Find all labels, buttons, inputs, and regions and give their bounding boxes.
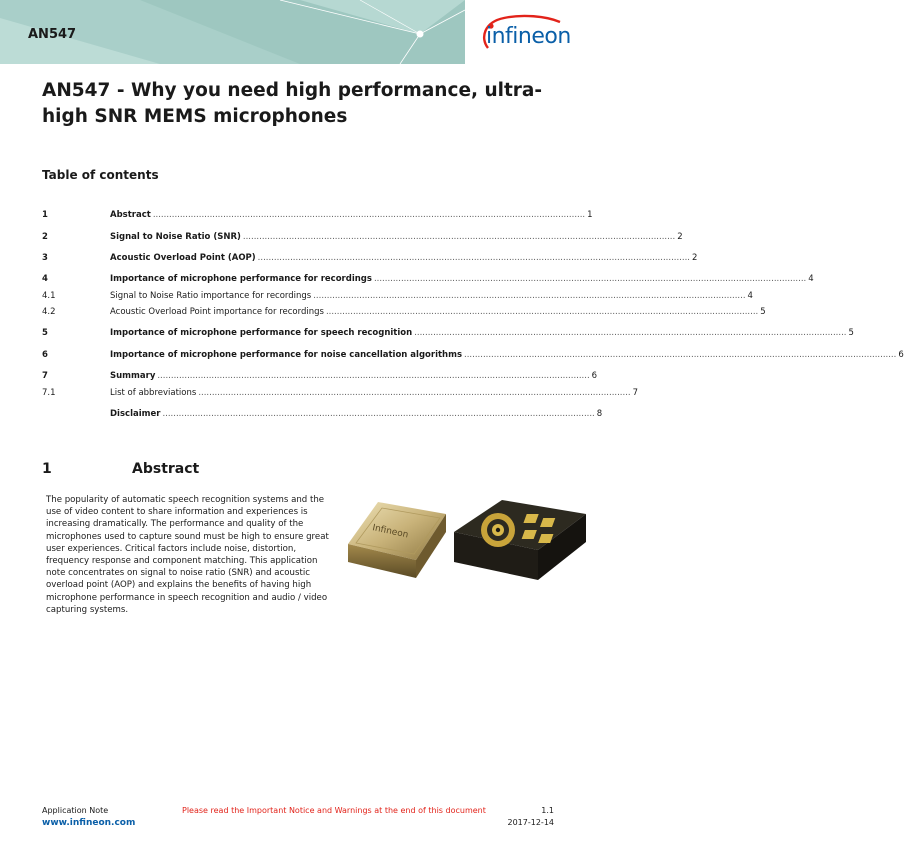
page-title: AN547 - Why you need high performance, ultra-high SNR MEMS microphones [42, 80, 543, 127]
toc-entry-label: Abstract [110, 210, 151, 220]
toc-entry-page: 5 [760, 307, 766, 317]
toc-entry-page: 7 [632, 388, 639, 398]
toc-entry-number: 4 [42, 274, 48, 284]
toc-entry[interactable] [42, 289, 753, 303]
toc-entry-label: Signal to Noise Ratio importance for recordings [110, 291, 312, 301]
toc-entry-label: Acoustic Overload Point importance for recordings [110, 307, 324, 317]
toc-leader-dots: ................................................................................................................................................................ [373, 274, 807, 284]
toc-leader-dots: ................................................................................................................................................................ [414, 328, 847, 338]
toc-entry-number: 1 [42, 210, 48, 220]
toc-entry-page: 2 [691, 253, 698, 263]
toc-entry-number: 3 [42, 253, 48, 263]
footer-version: 1.1 [541, 806, 554, 815]
footer-date: 2017-12-14 [507, 818, 554, 827]
toc-leader-dots: ................................................................................................................................................................ [464, 350, 897, 360]
header-band [0, 0, 465, 64]
toc-entry-page: 1 [587, 210, 593, 220]
toc-leader-dots: ................................................................................................................................................................ [313, 291, 746, 301]
toc-entry[interactable] [42, 407, 603, 421]
toc-entry-label: Signal to Noise Ratio (SNR) [110, 232, 241, 242]
toc-leader-dots: ................................................................................................................................................................ [242, 232, 676, 242]
toc-entry[interactable] [42, 272, 814, 286]
toc-entry-number: 6 [42, 350, 48, 360]
toc-leader-dots: ................................................................................................................................................................ [198, 388, 631, 398]
toc-leader-dots: ................................................................................................................................................................ [257, 253, 690, 263]
toc-entry-page: 4 [808, 274, 814, 284]
toc-entry[interactable] [42, 305, 766, 319]
toc-entry[interactable] [42, 348, 904, 362]
toc-entry-number: 4.1 [42, 291, 56, 301]
footer-notice: Please read the Important Notice and Warnings at the end of this document [182, 806, 486, 815]
footer-doc-type: Application Note [42, 806, 109, 815]
toc-entry-page: 6 [898, 350, 904, 360]
toc-entry-number: 7.1 [42, 388, 56, 398]
toc-entry-label: Importance of microphone performance for speech recognition [110, 328, 413, 338]
toc-entry-page: 2 [677, 232, 683, 242]
section-number: 1 [42, 461, 52, 477]
toc-entry-number: 7 [42, 371, 48, 381]
toc-entry-number: 4.2 [42, 307, 56, 317]
toc-entry[interactable] [42, 230, 683, 244]
toc-leader-dots: ................................................................................................................................................................ [152, 210, 586, 220]
toc-leader-dots: ................................................................................................................................................................ [162, 409, 595, 419]
toc-entry-number: 2 [42, 232, 48, 242]
toc-entry[interactable] [42, 386, 639, 400]
toc-entry-page: 5 [848, 328, 854, 338]
toc-entry-page: 4 [747, 291, 753, 301]
chip-label: Infineon [371, 523, 410, 541]
microphone-chip-illustration [342, 494, 588, 590]
toc-entry-label: List of abbreviations [110, 388, 197, 398]
toc-entry-label: Summary [110, 371, 156, 381]
toc-entry-page: 6 [591, 371, 598, 381]
toc-entry-label: Acoustic Overload Point (AOP) [110, 253, 256, 263]
toc-entry-page: 8 [596, 409, 603, 419]
abstract-paragraph: The popularity of automatic speech recognition systems and the use of video content to share information and experiences is increasing dramatically. The performance and quality of the microphones used to capture sound must be high to ensure great user experiences. Critical factors include noise, distortion, frequency response and component matching. This application note concentrates on signal to noise ratio (SNR) and acoustic overload point (AOP) and explains the benefits of having high microphone performance in speech recognition and audio / video capturing systems. [46, 495, 329, 615]
logo-text: infineon [486, 24, 571, 49]
toc-entry-number: 5 [42, 328, 48, 338]
infineon-logo [478, 14, 588, 58]
microphone-product-photo [342, 494, 588, 590]
document-id: AN547 [28, 27, 77, 42]
toc-leader-dots: ................................................................................................................................................................ [157, 371, 590, 381]
toc-entry[interactable] [42, 251, 698, 265]
toc-entry[interactable] [42, 326, 854, 340]
section-title: Abstract [132, 461, 200, 477]
toc-entry-label: Disclaimer [110, 409, 161, 419]
toc-entry-label: Importance of microphone performance for noise cancellation algorithms [110, 350, 463, 360]
toc-heading: Table of contents [42, 168, 159, 182]
toc-entry[interactable] [42, 369, 598, 383]
toc-leader-dots: ................................................................................................................................................................ [325, 307, 759, 317]
toc-entry-label: Importance of microphone performance for recordings [110, 274, 372, 284]
toc-entry[interactable] [42, 208, 593, 222]
footer-website-link[interactable]: www.infineon.com [42, 818, 136, 828]
